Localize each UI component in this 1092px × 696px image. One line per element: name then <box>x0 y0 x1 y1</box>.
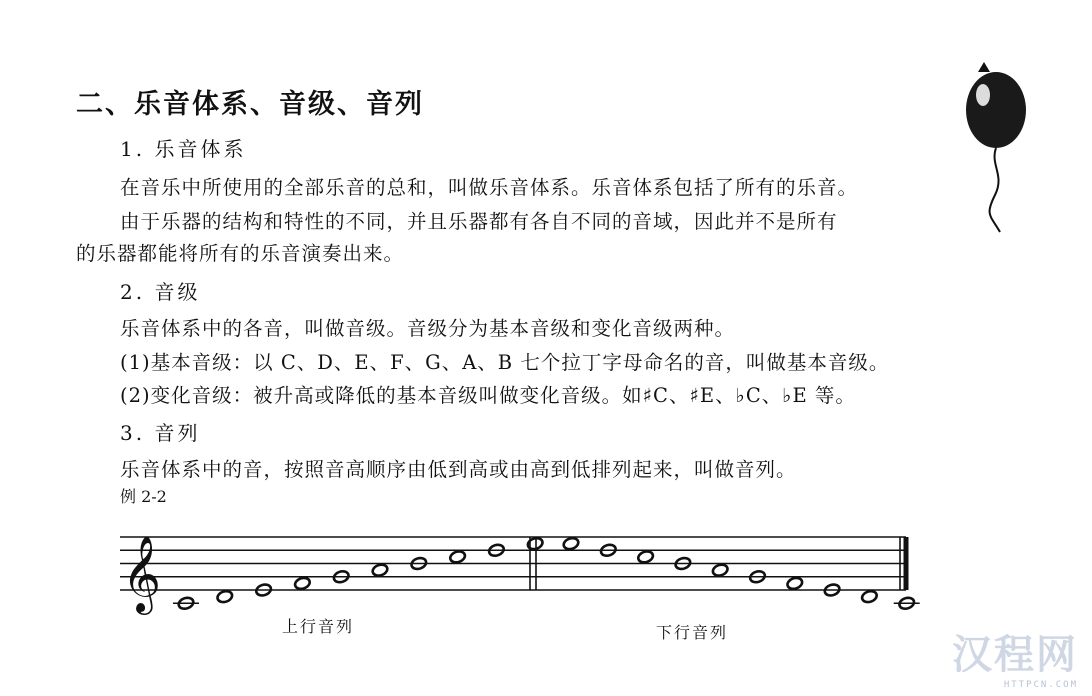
watermark-brand: 汉程网 <box>952 632 1078 678</box>
whole-note-head <box>294 576 311 591</box>
watermark <box>952 623 1078 690</box>
heading-degrees: 2. 音级 <box>120 280 201 304</box>
ascending-note <box>371 563 388 578</box>
whole-note-head <box>371 563 388 578</box>
sharp-c-example: ♯C、 <box>642 384 690 407</box>
flat-c-example: ♭C、 <box>735 384 783 407</box>
whole-note-head <box>562 536 579 551</box>
watermark-url: HTTPCN.COM <box>1003 680 1078 690</box>
paragraph-line: 乐音体系中的音，按照音高顺序由低到高或由高到低排列起来，叫做音列。 <box>120 458 797 481</box>
descending-note <box>861 589 878 604</box>
ascending-note <box>216 589 233 604</box>
descending-note <box>894 596 920 611</box>
section-title: 二、乐音体系、音级、音列 <box>76 89 424 120</box>
descending-note <box>711 563 728 578</box>
ascending-note <box>449 550 466 565</box>
whole-note-head <box>449 550 466 565</box>
whole-note-head <box>216 589 233 604</box>
ascending-note <box>173 596 199 611</box>
paragraph-line: (1)基本音级：以 C、D、E、F、G、A、B 七个拉丁字母命名的音，叫做基本音级。 <box>120 351 890 374</box>
descending-note <box>786 576 803 591</box>
whole-note-head <box>861 589 878 604</box>
flat-e-example: ♭E <box>782 384 808 407</box>
heading-scale: 3. 音列 <box>120 421 201 445</box>
ascending-note <box>294 576 311 591</box>
descending-note <box>562 536 579 551</box>
paragraph-line: 的乐器都能将所有的乐音演奏出来。 <box>76 242 405 265</box>
descending-note <box>637 550 654 565</box>
paragraph-line: 乐音体系中的各音，叫做音级。音级分为基本音级和变化音级两种。 <box>120 317 736 340</box>
paragraph-line: 由于乐器的结构和特性的不同，并且乐器都有各自不同的音域，因此并不是所有 <box>120 210 838 233</box>
sharp-e-example: ♯E、 <box>689 384 736 407</box>
ascending-label: 上行音列 <box>282 617 355 636</box>
paragraph-line: 在音乐中所使用的全部乐音的总和，叫做乐音体系。乐音体系包括了所有的乐音。 <box>120 176 859 199</box>
whole-note-head <box>711 563 728 578</box>
whole-note-head <box>637 550 654 565</box>
example-label: 例 2-2 <box>120 487 167 506</box>
treble-clef-icon: 𝄞 <box>122 535 162 612</box>
descending-label: 下行音列 <box>656 623 729 642</box>
whole-note-head <box>786 576 803 591</box>
altered-degree-text: (2)变化音级：被升高或降低的基本音级叫做变化音级。如 <box>120 384 643 407</box>
heading-music-system: 1. 乐音体系 <box>120 137 247 161</box>
altered-degree-suffix: 等。 <box>807 384 856 407</box>
